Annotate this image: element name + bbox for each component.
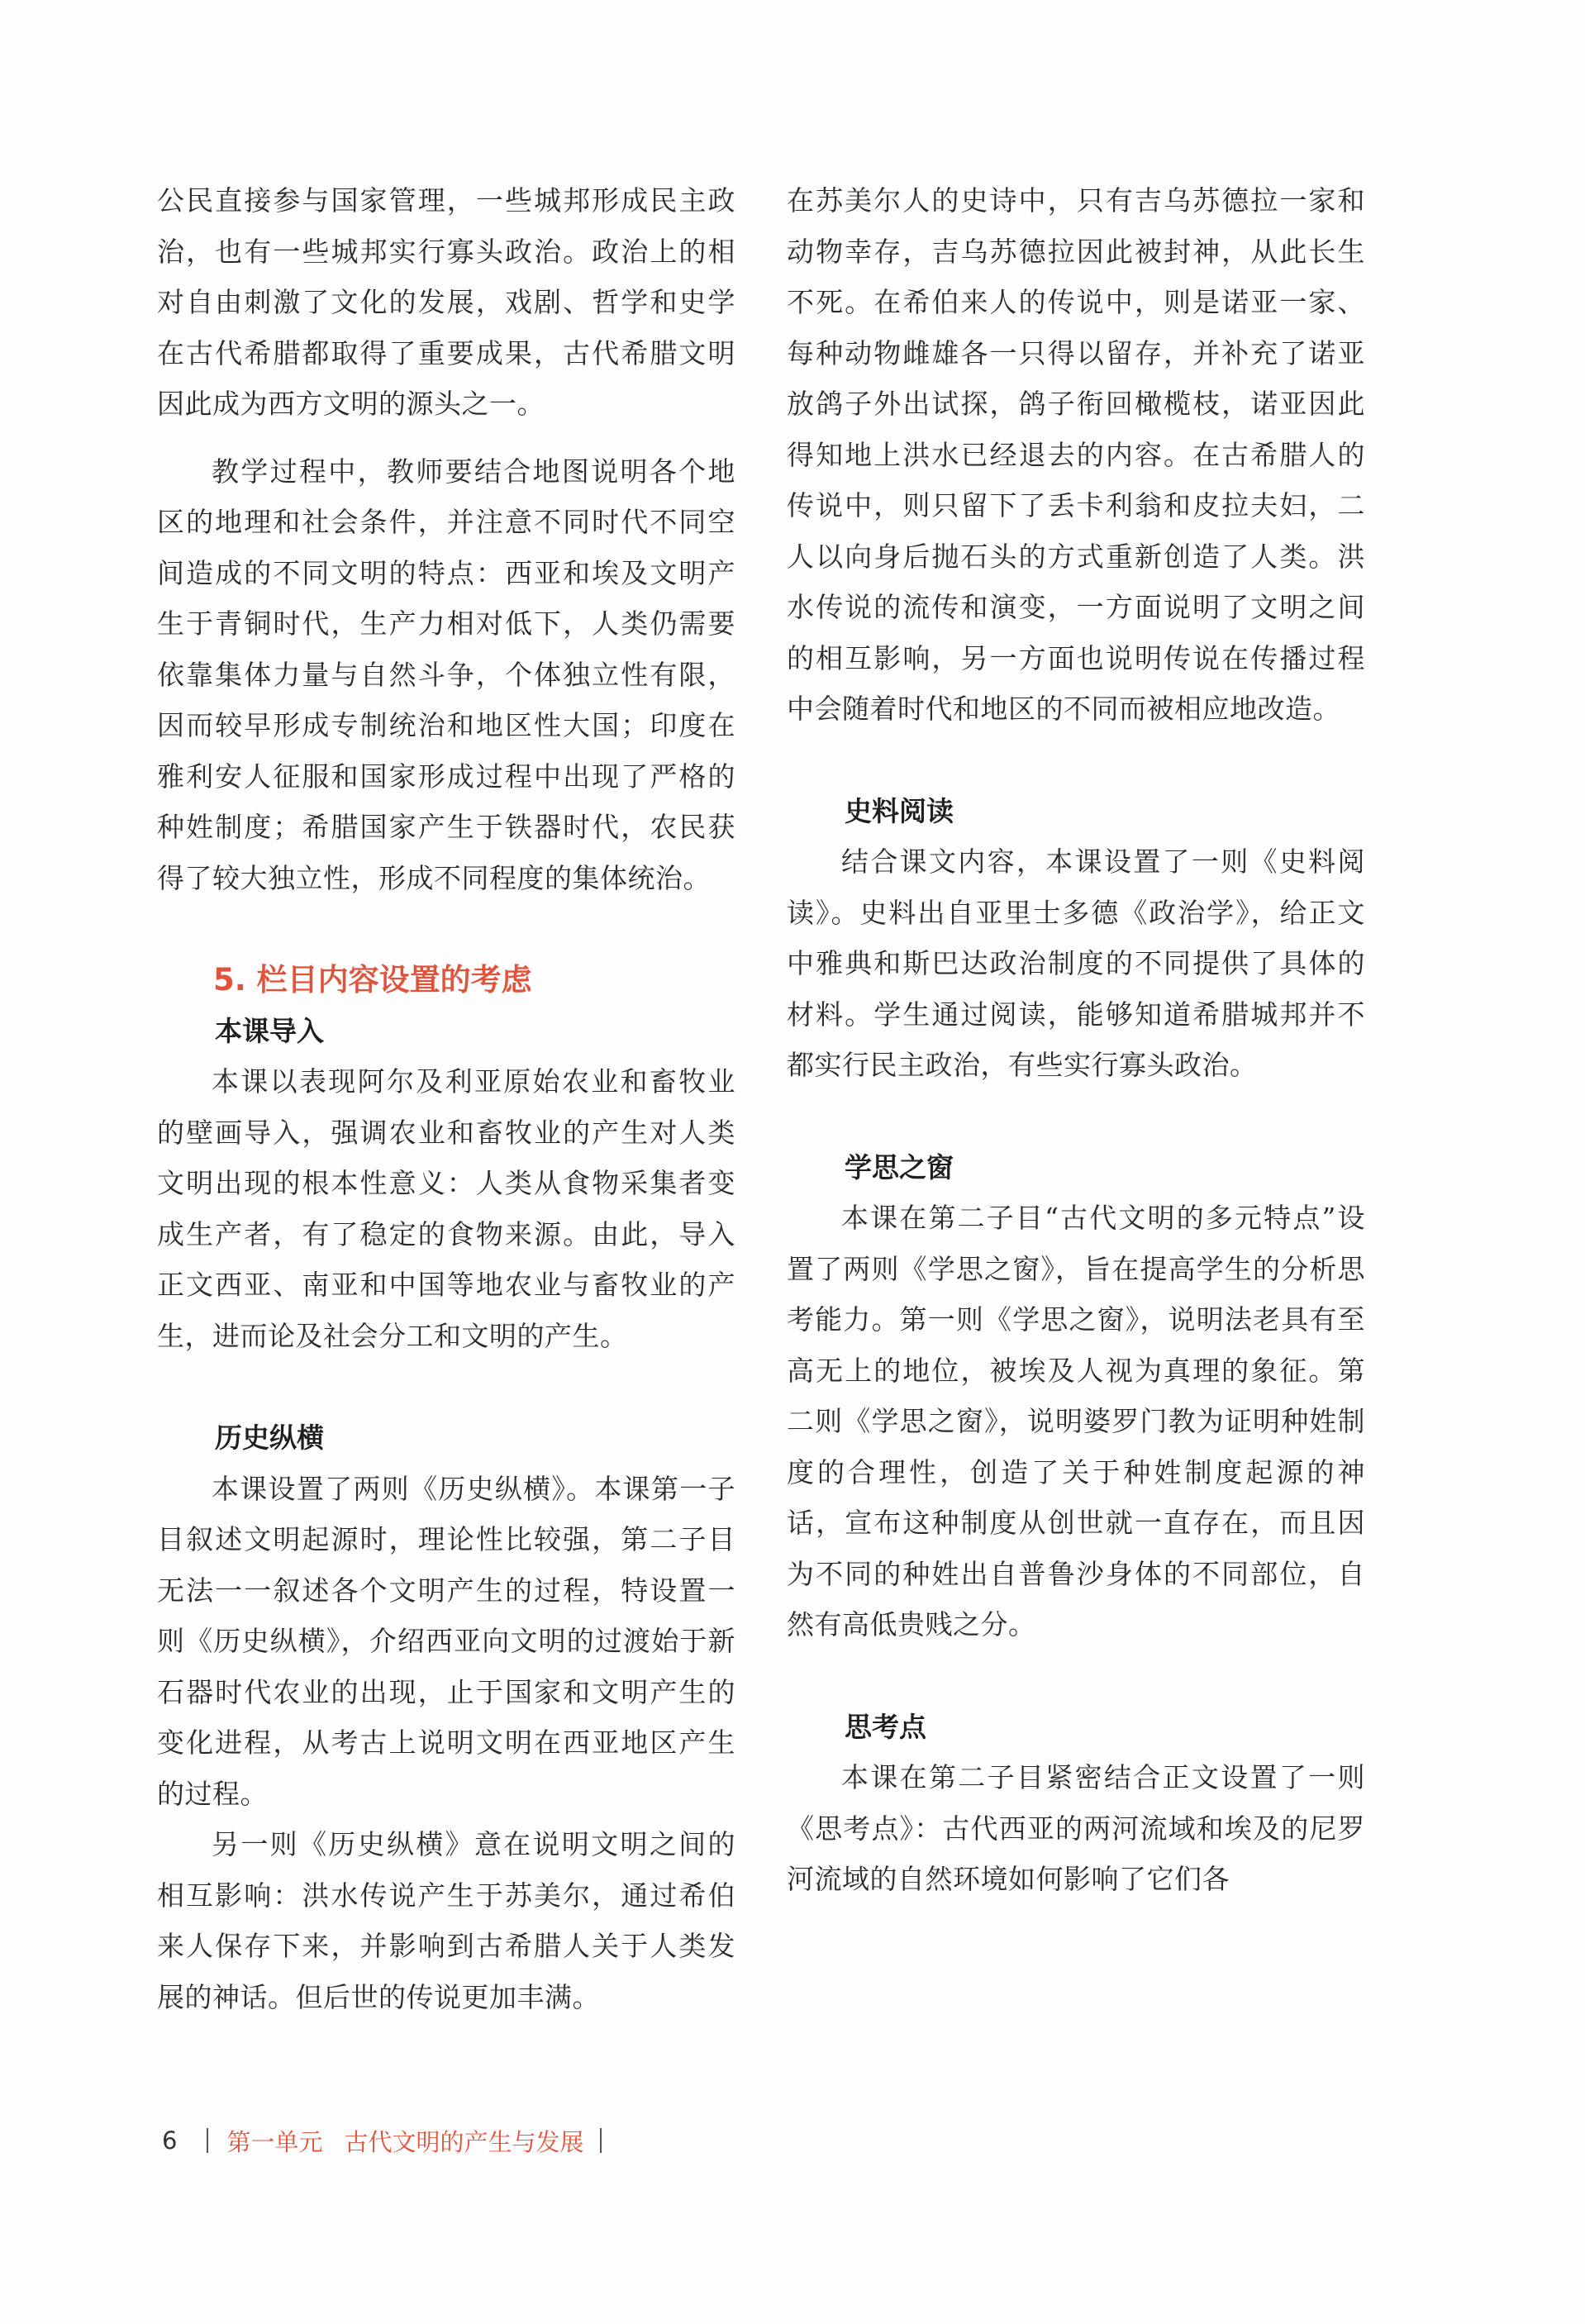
footer-unit: 第一单元 <box>226 2127 323 2156</box>
page-footer <box>162 2120 602 2161</box>
footer-title: 古代文明的产生与发展 <box>344 2127 584 2156</box>
page-number: 6 <box>162 2126 178 2155</box>
sub-heading-history: 历史纵横 <box>215 1422 324 1454</box>
paragraph: 教学过程中，教师要结合地图说明各个地区的地理和社会条件，并注意不同时代不同空间造成的不同文明的特点：西亚和埃及文明产生于青铜时代，生产力相对低下，人类仍需要依靠集体力量与自然斗争，个体独立性有限，因而较早形成专制统治和地区性大国；印度在雅利安人征服和国家形成过程中出现了严格的种姓制度；希腊国家产生于铁器时代，农民获得了较大独立性，形成不同程度的集体统治。 <box>157 455 735 894</box>
paragraph: 本课在第二子目紧密结合正文设置了一则《思考点》：古代西亚的两河流域和埃及的尼罗河流域的自然环境如何影响了它们各 <box>787 1761 1365 1895</box>
left-column <box>157 175 735 2022</box>
sub-heading-intro: 本课导入 <box>215 1014 324 1047</box>
paragraph: 本课在第二子目“古代文明的多元特点”设置了两则《学思之窗》，旨在提高学生的分析思考能力。第一则《学思之窗》，说明法老具有至高无上的地位，被埃及人视为真理的象征。第二则《学思之窗》，说明婆罗门教为证明种姓制度的合理性，创造了关于种姓制度起源的神话，宣布这种制度从创世就一直存在，而且因为不同的种姓出自普鲁沙身体的不同部位，自然有高低贵贱之分。 <box>787 1202 1365 1641</box>
sub-heading-think: 思考点 <box>845 1710 926 1743</box>
right-column <box>787 175 1365 1905</box>
paragraph: 结合课文内容，本课设置了一则《史料阅读》。史料出自亚里士多德《政治学》，给正文中雅典和斯巴达政治制度的不同提供了具体的材料。学生通过阅读，能够知道希腊城邦并不都实行民主政治，有些实行寡头政治。 <box>787 845 1365 1081</box>
paragraph: 本课设置了两则《历史纵横》。本课第一子目叙述文明起源时，理论性比较强，第二子目无法一一叙述各个文明产生的过程，特设置一则《历史纵横》，介绍西亚向文明的过渡始于新石器时代农业的出现，止于国家和文明产生的变化进程，从考古上说明文明在西亚地区产生的过程。 <box>157 1472 735 1810</box>
sub-heading-window: 学思之窗 <box>845 1150 954 1183</box>
paragraph: 在苏美尔人的史诗中，只有吉乌苏德拉一家和动物幸存，吉乌苏德拉因此被封神，从此长生不死。在希伯来人的传说中，则是诺亚一家、每种动物雌雄各一只得以留存，并补充了诺亚放鸽子外出试探，鸽子衔回橄榄枝，诺亚因此得知地上洪水已经退去的内容。在古希腊人的传说中，则只留下了丢卡利翁和皮拉夫妇，二人以向身后抛石头的方式重新创造了人类。洪水传说的流传和演变，一方面说明了文明之间的相互影响，另一方面也说明传说在传播过程中会随着时代和地区的不同而被相应地改造。 <box>787 184 1365 725</box>
footer-divider <box>207 2128 208 2153</box>
footer-divider <box>600 2128 602 2153</box>
section-title: 5. 栏目内容设置的考虑 <box>213 962 532 998</box>
paragraph: 另一则《历史纵横》意在说明文明之间的相互影响：洪水传说产生于苏美尔，通过希伯来人保存下来，并影响到古希腊人关于人类发展的神话。但后世的传说更加丰满。 <box>157 1828 735 2013</box>
paragraph: 本课以表现阿尔及利亚原始农业和畜牧业的壁画导入，强调农业和畜牧业的产生对人类文明出现的根本性意义：人类从食物采集者变成生产者，有了稳定的食物来源。由此，导入正文西亚、南亚和中国等地农业与畜牧业的产生，进而论及社会分工和文明的产生。 <box>157 1065 735 1352</box>
sub-heading-sources: 史料阅读 <box>845 794 954 827</box>
paragraph: 公民直接参与国家管理，一些城邦形成民主政治，也有一些城邦实行寡头政治。政治上的相对自由刺激了文化的发展，戏剧、哲学和史学在古代希腊都取得了重要成果，古代希腊文明因此成为西方文明的源头之一。 <box>157 184 735 420</box>
